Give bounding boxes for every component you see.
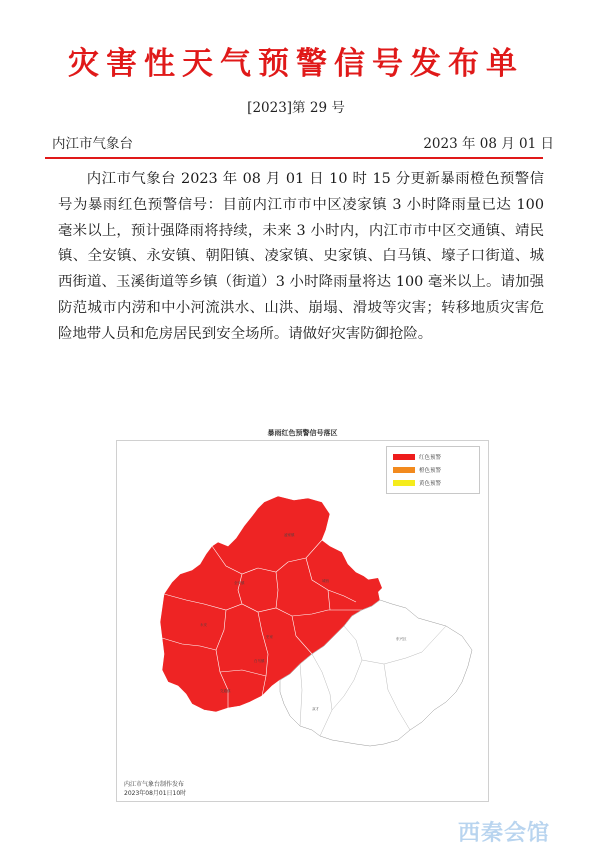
watermark: 西秦会馆	[458, 821, 551, 846]
svg-text:全安镇: 全安镇	[234, 581, 245, 585]
svg-text:双才: 双才	[312, 707, 319, 711]
svg-text:白马镇: 白马镇	[254, 659, 265, 663]
legend-label-yellow: 黄色预警	[419, 481, 442, 487]
issue-date: 2023 年 08 月 01 日	[423, 136, 554, 152]
legend-swatch-orange	[393, 467, 415, 473]
issuer-name: 内江市气象台	[52, 136, 133, 152]
svg-text:东兴区: 东兴区	[396, 637, 407, 641]
map-title: 暴雨红色预警信号落区	[267, 429, 338, 437]
map-credit-time: 2023年08月01日10时	[124, 790, 187, 797]
map-credit-publisher: 内江市气象台制作发布	[124, 781, 185, 788]
legend-label-orange: 橙色预警	[419, 468, 442, 474]
map-legend	[386, 446, 480, 494]
svg-text:永安: 永安	[200, 623, 207, 627]
svg-text:城西: 城西	[322, 579, 329, 583]
legend-item-red	[393, 452, 441, 462]
legend-swatch-yellow	[393, 480, 415, 486]
warning-area-map	[116, 440, 489, 800]
document-title: 灾害性天气预警信号发布单	[68, 46, 524, 82]
document-number: [2023]第 29 号	[247, 100, 345, 116]
legend-item-orange	[393, 465, 441, 475]
header-divider	[45, 157, 543, 159]
legend-label-red: 红色预警	[419, 455, 442, 461]
svg-text:史家: 史家	[266, 635, 273, 639]
legend-item-yellow	[393, 478, 441, 488]
warning-body-text: 内江市气象台 2023 年 08 月 01 日 10 时 15 分更新暴雨橙色预警信号为暴雨红色预警信号：目前内江市市中区凌家镇 3 小时降雨量已达 100 毫米以上，预计强降雨将持续，未来 3 小时内，内江市市中区交通镇、靖民镇、全安镇、永安镇、朝阳镇、凌家镇、史家镇、白马镇、壕子口街道、城西街道、玉溪街道等乡镇（街道）3 小时降雨量将达 100 毫米以上。请加强防范城市内涝和中小河流洪水、山洪、崩塌、滑坡等灾害；转移地质灾害危险地带人员和危房居民到安全场所。请做好灾害防御抢险。	[58, 171, 544, 342]
svg-text:交通镇: 交通镇	[220, 689, 231, 693]
svg-text:凌家镇: 凌家镇	[284, 533, 295, 537]
map-credit	[124, 780, 186, 798]
legend-swatch-red	[393, 454, 415, 460]
